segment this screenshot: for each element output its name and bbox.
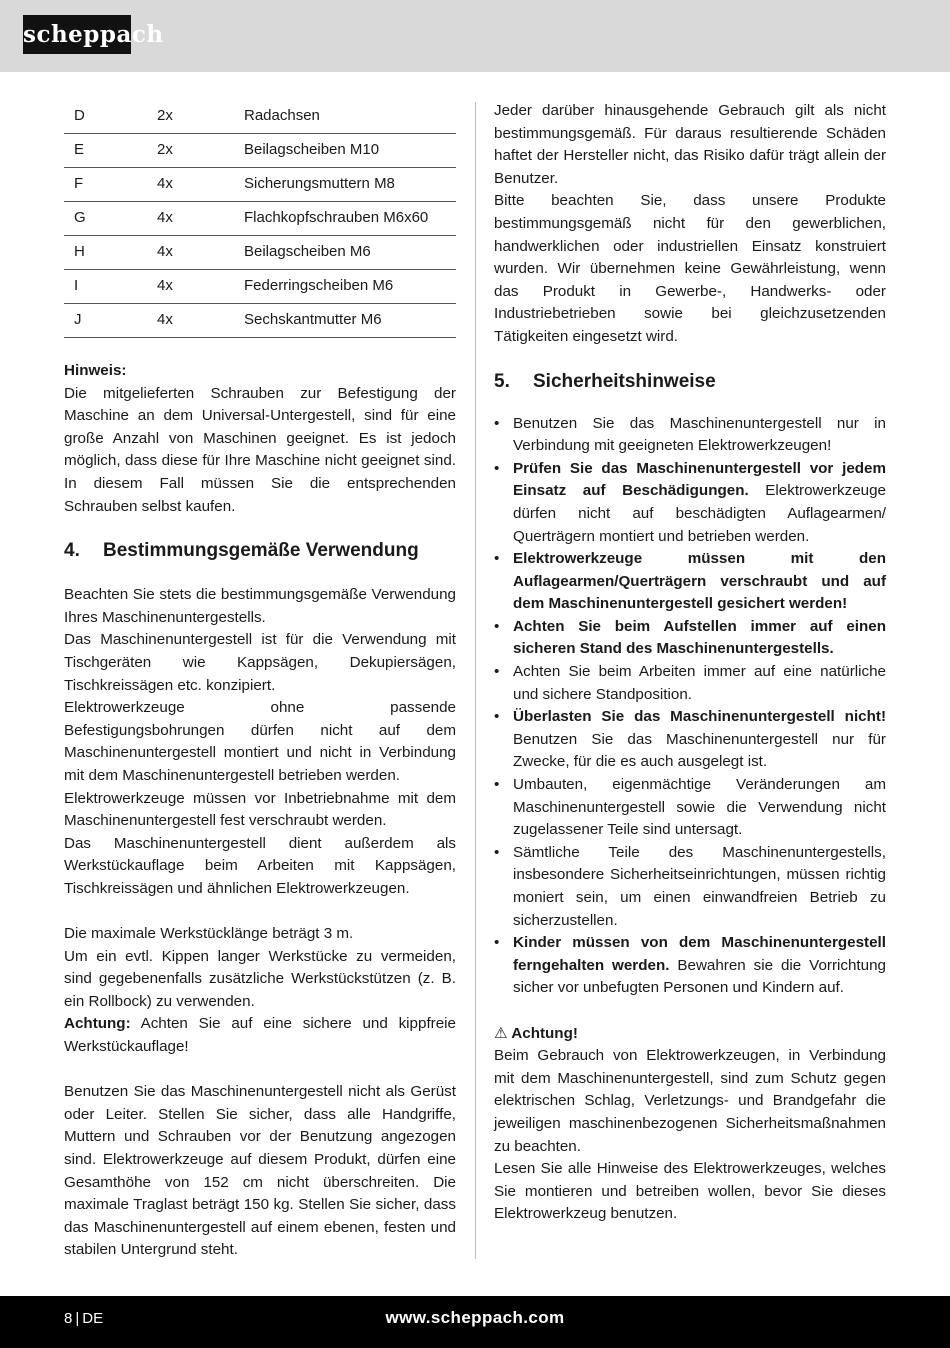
section-heading xyxy=(64,538,456,564)
table-row xyxy=(64,202,456,236)
note-text: Die mitgelieferten Schrauben zur Befestigung der Maschine an dem Universal-Untergestell, sind für eine große Anzahl von Maschinen geeignet. Es ist jedoch möglich, dass diese für Ihre Maschine nicht geeignet sind. In diesem Fall müssen Sie die entsprechenden Schrauben selbst kaufen. xyxy=(64,384,456,515)
bullet-text: Umbauten, eigenmächtige Veränderungen am Maschinenuntergestell sowie die Verwendung nicht zugelassener Teile sind untersagt. xyxy=(513,776,886,839)
list-item xyxy=(494,413,886,458)
section-number: 5. xyxy=(494,370,510,392)
website-link[interactable]: www.scheppach.com xyxy=(385,1308,565,1327)
left-column xyxy=(64,100,456,1262)
bullet-text: Bewahren sie die Vorrichtung sicher vor unbefugten Personen und Kindern auf. xyxy=(513,956,886,997)
part-name: Beilagscheiben M6 xyxy=(234,236,456,270)
paragraph: Lesen Sie alle Hinweise des Elektrowerkzeuges, welches Sie montieren und betreiben wollen, bevor Sie dieses Elektrowerkzeug benutzen. xyxy=(494,1160,886,1223)
part-name: Beilagscheiben M10 xyxy=(234,134,456,168)
right-column xyxy=(494,100,886,1226)
table-row xyxy=(64,134,456,168)
list-item xyxy=(494,842,886,932)
bullet-text: Sämtliche Teile des Maschinenuntergestells, insbesondere Sicherheitseinrichtungen, müssen richtig moniert sein, um einen einwandfreien Betrieb zu sicherzustellen. xyxy=(513,843,886,929)
table-row xyxy=(64,100,456,134)
header-band xyxy=(0,0,950,72)
part-qty: 2x xyxy=(147,100,234,134)
parts-table xyxy=(64,100,456,338)
section-number: 4. xyxy=(64,540,80,562)
paragraph: Benutzen Sie das Maschinenuntergestell nicht als Gerüst oder Leiter. Stellen Sie sicher, dass alle Handgriffe, Muttern und Schrauben vor der Benutzung angezogen sind. Elektrowerkzeuge auf diesem Produkt, dürfen eine Gesamthöhe von 152 cm nicht überschreiten. Die maximale Traglast beträgt 150 kg. Stellen Sie sicher, dass das Maschinenuntergestell auf einem ebenen, festen und stabilen Untergrund steht. xyxy=(64,1083,456,1259)
part-qty: 4x xyxy=(147,304,234,338)
bullet-text: Elektrowerkzeuge dürfen nicht auf beschädigten Auflagearmen/ Querträgern montiert und betrieben werden. xyxy=(513,482,886,545)
warning-icon: ⚠ xyxy=(494,1024,508,1042)
paragraph: Jeder darüber hinausgehende Gebrauch gilt als nicht bestimmungsgemäß. Für daraus resultierende Schäden haftet der Hersteller nicht, das Risiko dafür trägt allein der Benutzer. xyxy=(494,102,886,187)
bullet-bold: Achten Sie beim Aufstellen immer auf einen sicheren Stand des Maschinenuntergestells. xyxy=(513,617,886,658)
list-item xyxy=(494,548,886,616)
bullet-bold: Prüfen Sie das Maschinenuntergestell vor jedem Einsatz auf Beschädigungen. xyxy=(513,459,886,500)
paragraph: Das Maschinenuntergestell ist für die Verwendung mit Tischgeräten wie Kappsägen, Dekupiersägen, Tischkreissägen etc. konzipiert. xyxy=(64,631,456,694)
part-letter: I xyxy=(64,270,147,304)
list-item xyxy=(494,616,886,661)
bullet-text: Benutzen Sie das Maschinenuntergestell nur in Verbindung mit geeigneten Elektrowerkzeugen! xyxy=(513,414,886,455)
footer xyxy=(0,1296,950,1348)
page-number: 8 xyxy=(64,1310,73,1327)
bullet-bold: Kinder müssen von dem Maschinenuntergestell ferngehalten werden. xyxy=(513,934,886,974)
attention-label: Achtung: xyxy=(64,1015,131,1033)
list-item xyxy=(494,661,886,706)
paragraph: Bitte beachten Sie, dass unsere Produkte bestimmungsgemäß nicht für den gewerblichen, handwerklichen oder industriellen Einsatz konstruiert wurden. Wir übernehmen keine Gewährleistung, wenn das Produkt in Gewerbe-, Handwerks- oder Industriebetrieben sowie bei gleichzusetzenden Tätigkeiten eingesetzt wird. xyxy=(494,192,886,345)
part-letter: J xyxy=(64,304,147,338)
attention-text: Achten Sie auf eine sichere und kippfreie Werkstückauflage! xyxy=(64,1015,456,1056)
warning-heading xyxy=(494,1023,886,1046)
table-row xyxy=(64,304,456,338)
list-item xyxy=(494,706,886,774)
part-qty: 4x xyxy=(147,236,234,270)
list-item xyxy=(494,458,886,548)
paragraph: Elektrowerkzeuge müssen vor Inbetriebnahme mit dem Maschinenuntergestell fest verschraubt werden. xyxy=(64,789,456,830)
part-qty: 2x xyxy=(147,134,234,168)
part-name: Flachkopfschrauben M6x60 xyxy=(234,202,456,236)
part-name: Sechskantmutter M6 xyxy=(234,304,456,338)
paragraph: Die maximale Werkstücklänge beträgt 3 m. xyxy=(64,925,354,943)
bullet-bold: Elektrowerkzeuge müssen mit den Auflagearmen/Querträgern verschraubt und auf dem Maschinenuntergestell gesichert werden! xyxy=(513,550,886,613)
section-title: Bestimmungsgemäße Verwendung xyxy=(103,540,419,562)
part-letter: F xyxy=(64,168,147,202)
safety-list xyxy=(494,413,886,1000)
part-name: Federringscheiben M6 xyxy=(234,270,456,304)
part-name: Sicherungsmuttern M8 xyxy=(234,168,456,202)
part-letter: G xyxy=(64,202,147,236)
part-letter: D xyxy=(64,100,147,134)
note-heading: Hinweis: xyxy=(64,362,127,379)
column-divider xyxy=(475,102,476,1259)
list-item xyxy=(494,932,886,1000)
warning-label: Achtung! xyxy=(511,1024,578,1042)
bullet-text: Achten Sie beim Arbeiten immer auf eine natürliche und sichere Standposition. xyxy=(513,663,886,703)
brand-logo: scheppach xyxy=(23,15,131,54)
part-qty: 4x xyxy=(147,168,234,202)
list-item xyxy=(494,774,886,842)
section-heading xyxy=(494,369,886,395)
paragraph: Elektrowerkzeuge ohne passende Befestigungsbohrungen dürfen nicht auf dem Maschinenuntergestell montiert und nicht in Verbindung mit dem Maschinenuntergestell betrieben werden. xyxy=(64,699,456,784)
paragraph: Um ein evtl. Kippen langer Werkstücke zu vermeiden, sind gegebenenfalls zusätzliche Werkstückstützen (z. B. ein Rollbock) zu verwenden. xyxy=(64,947,456,1010)
paragraph: Beim Gebrauch von Elektrowerkzeugen, in Verbindung mit dem Maschinenuntergestell, sind zum Schutz gegen elektrischen Schlag, Verletzungs- und Brandgefahr die jeweiligen maschinenbezogenen Sicherheitsmaßnahmen zu beachten. xyxy=(494,1047,886,1155)
bullet-bold: Überlasten Sie das Maschinenuntergestell nicht! xyxy=(513,708,886,726)
attention-paragraph xyxy=(64,1013,456,1058)
table-row xyxy=(64,168,456,202)
part-letter: E xyxy=(64,134,147,168)
part-qty: 4x xyxy=(147,202,234,236)
section-title: Sicherheitshinweise xyxy=(533,370,716,392)
page-language: DE xyxy=(82,1310,104,1327)
part-qty: 4x xyxy=(147,270,234,304)
part-letter: H xyxy=(64,236,147,270)
paragraph: Beachten Sie stets die bestimmungsgemäße Verwendung Ihres Maschinenuntergestells. xyxy=(64,586,456,626)
table-row xyxy=(64,236,456,270)
part-name: Radachsen xyxy=(234,100,456,134)
paragraph: Das Maschinenuntergestell dient außerdem als Werkstückauflage beim Arbeiten mit Kappsägen, Tischkreissägen und ähnlichen Elektrowerkzeugen. xyxy=(64,834,456,897)
bullet-text: Benutzen Sie das Maschinenuntergestell nur für Zwecke, für die es auch ausgelegt ist. xyxy=(513,730,886,771)
page-separator: | xyxy=(75,1310,80,1327)
table-row xyxy=(64,270,456,304)
